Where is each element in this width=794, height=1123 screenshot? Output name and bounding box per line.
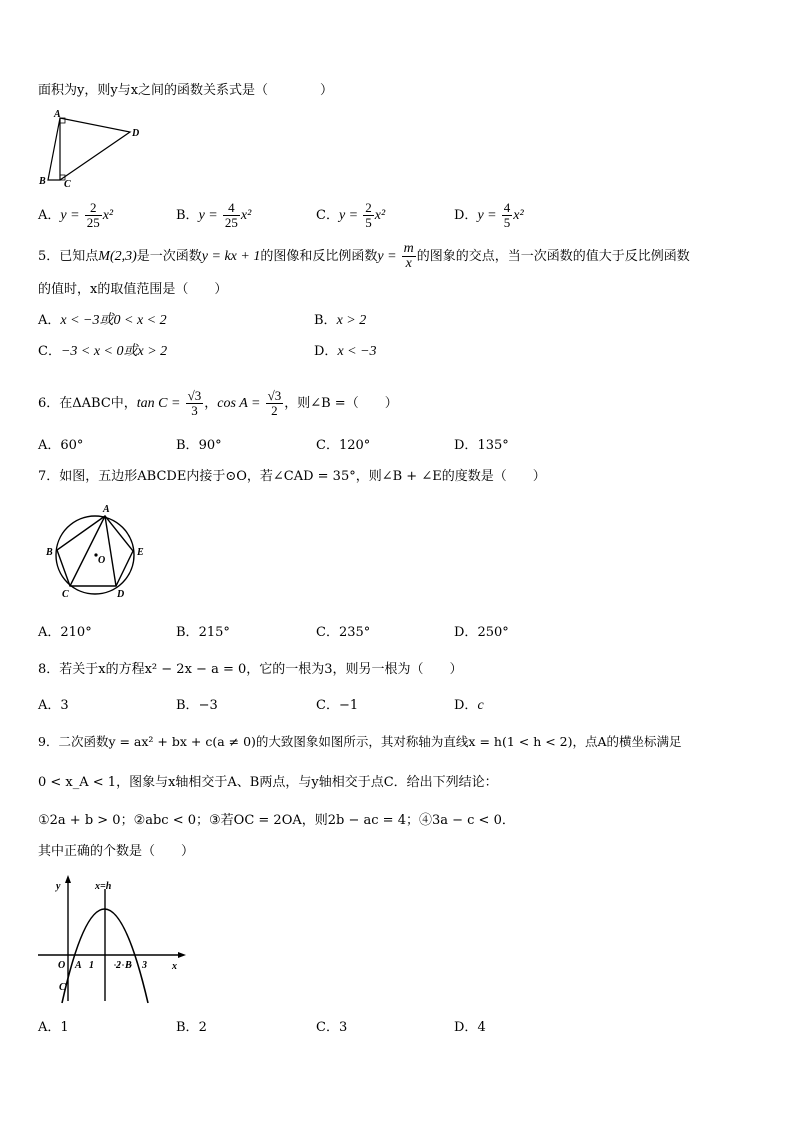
q7-option-d[interactable]: D．250°	[454, 625, 509, 640]
q4-stem: 面积为y，则y与x之间的函数关系式是（ ）	[38, 83, 334, 98]
q9-figure	[36, 873, 186, 1007]
q7-label-a: A	[103, 504, 110, 515]
q9-label-y: y	[56, 881, 61, 892]
q7-figure	[40, 500, 150, 602]
q7-label-e: E	[137, 547, 144, 558]
q4-label-c: C	[64, 179, 71, 190]
q9-option-c[interactable]: C．3	[316, 1020, 348, 1035]
q7-label-c: C	[62, 589, 69, 600]
q6-option-a[interactable]: A．60°	[38, 438, 84, 453]
q9-stem-line1: 9．二次函数y = ax² + bx + c(a ≠ 0)的大致图象如图所示，其对称轴为直线x = h(1 < h < 2)，点A的横坐标满足	[38, 734, 682, 749]
q9-stem-line2: 0 < x_A < 1，图象与x轴相交于A、B两点，与y轴相交于点C．给出下列结论：	[38, 775, 498, 790]
q4-option-a[interactable]: A．y = $\frac{2}{25}$ x²	[38, 200, 114, 230]
q9-label-2: 2	[116, 960, 121, 971]
q7-option-b[interactable]: B．215°	[176, 625, 230, 640]
q9-stem-line4: 其中正确的个数是（ ）	[38, 844, 195, 859]
q9-label-3: 3	[142, 960, 147, 971]
q4-label-a: A	[54, 109, 61, 120]
q7-label-d: D	[117, 589, 125, 600]
q5-stem-line2: 的值时，x的取值范围是（ ）	[38, 282, 228, 297]
q8-option-b[interactable]: B．−3	[176, 698, 218, 713]
q4-option-b[interactable]: B．y = $\frac{4}{25}$ x²	[176, 200, 252, 230]
q6-stem: 6．在ΔABC中，tan C = $\frac{√3}{3}$ ，cos A = $\frac{√3}{2}$ ，则∠B =（ ）	[38, 388, 398, 418]
q5-option-a[interactable]: A．x < −3或0 < x < 2	[38, 313, 167, 328]
q9-option-b[interactable]: B．2	[176, 1020, 207, 1035]
q4-label-b: B	[39, 176, 46, 187]
q7-label-o: O	[98, 555, 106, 566]
q5-option-d[interactable]: D．x < −3	[314, 344, 377, 359]
q6-option-b[interactable]: B．90°	[176, 438, 222, 453]
q7-stem: 7．如图，五边形ABCDE内接于⊙O，若∠CAD = 35°，则∠B + ∠E的度数是（ ）	[38, 469, 546, 484]
q9-label-b: B	[125, 960, 132, 971]
q7-option-a[interactable]: A．210°	[38, 625, 92, 640]
q4-option-c[interactable]: C．y = $\frac{2}{5}$ x²	[316, 200, 386, 230]
q7-label-b: B	[46, 547, 53, 558]
q9-label-1: 1	[89, 960, 94, 971]
q4-label-d: D	[132, 128, 140, 139]
q6-option-c[interactable]: C．120°	[316, 438, 371, 453]
q9-option-a[interactable]: A．1	[38, 1020, 69, 1035]
q8-option-d[interactable]: D．c	[454, 698, 484, 713]
q5-stem-line1: 5．已知点M(2,3)是一次函数y = kx + 1的图像和反比例函数y = $\frac{m}{x}$ 的图象的交点，当一次函数的值大于反比例函数	[38, 241, 690, 271]
q7-option-c[interactable]: C．235°	[316, 625, 371, 640]
q9-label-a: A	[75, 960, 82, 971]
q8-option-a[interactable]: A．3	[38, 698, 69, 713]
q9-stem-line3: ①2a + b > 0；②abc < 0；③若OC = 2OA，则2b − ac = 4；④3a − c < 0．	[38, 813, 515, 828]
q4-option-d[interactable]: D．y = $\frac{4}{5}$ x²	[454, 200, 524, 230]
q4-figure	[34, 108, 144, 190]
q9-label-x: x	[172, 961, 177, 972]
q6-option-d[interactable]: D．135°	[454, 438, 509, 453]
q9-option-d[interactable]: D．4	[454, 1020, 486, 1035]
q9-label-o: O	[58, 960, 66, 971]
q5-option-c[interactable]: C．−3 < x < 0或x > 2	[38, 344, 168, 359]
q8-stem: 8．若关于x的方程x² − 2x − a = 0，它的一根为3，则另一根为（ ）	[38, 662, 463, 677]
q9-label-c: C	[59, 982, 66, 993]
q5-option-b[interactable]: B．x > 2	[314, 313, 367, 328]
q8-option-c[interactable]: C．−1	[316, 698, 359, 713]
q9-label-xh: x=h	[95, 881, 112, 892]
